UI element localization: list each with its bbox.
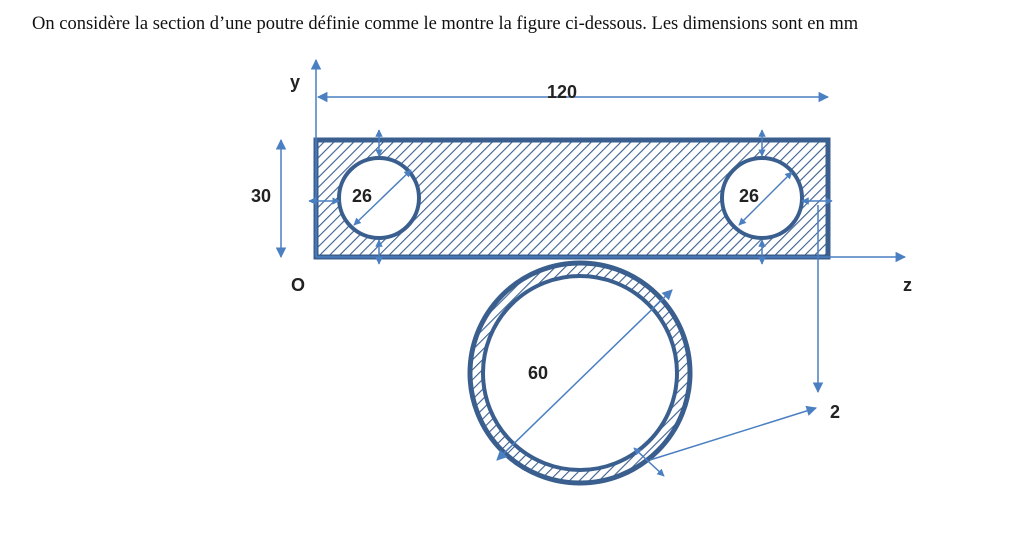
hole-left — [339, 158, 419, 238]
tube-thickness-label: 2 — [830, 402, 841, 422]
tube-diameter-label: 60 — [528, 363, 549, 383]
height-label: 30 — [251, 186, 272, 206]
width-label: 120 — [547, 82, 578, 102]
problem-statement: On considère la section d’une poutre définie comme le montre la figure ci-dessous. Les dimensions sont en mm — [32, 14, 859, 34]
hole-right — [722, 158, 802, 238]
hole-right-label: 26 — [739, 186, 760, 206]
axis-y-label: y — [290, 72, 301, 92]
origin-label: O — [291, 275, 306, 295]
tube-inner-hole — [483, 276, 677, 470]
hole-left-label: 26 — [352, 186, 373, 206]
axis-z-label: z — [903, 275, 912, 295]
